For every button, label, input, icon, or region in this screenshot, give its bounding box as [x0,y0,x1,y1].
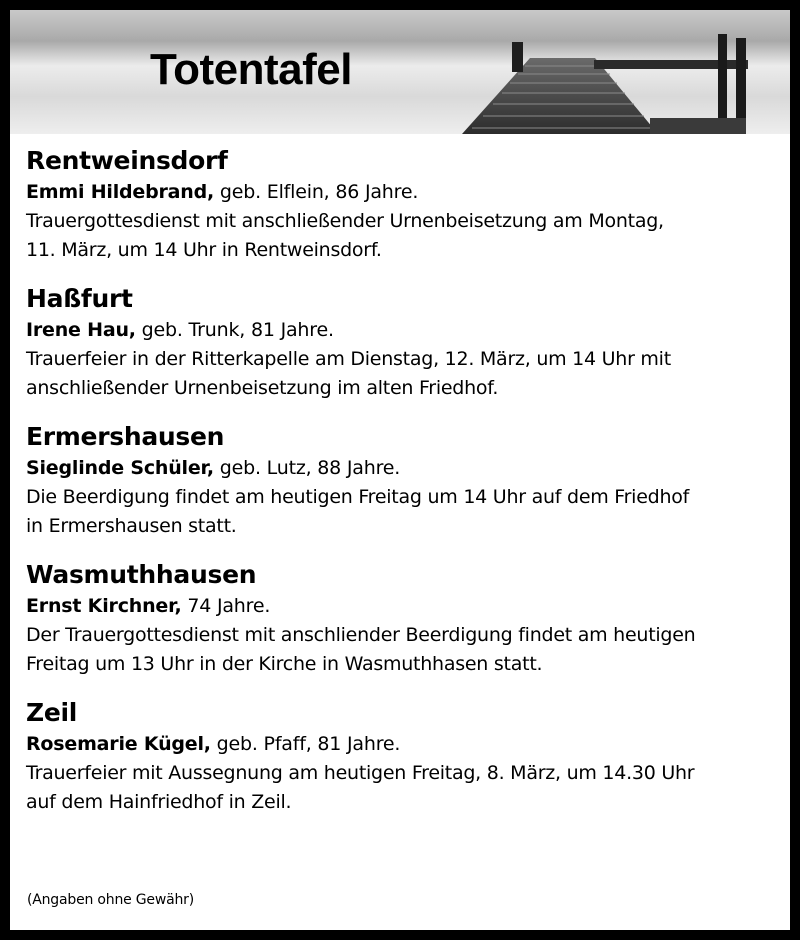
jetty-on-lake-photo-icon [10,10,790,134]
deceased-name: Emmi Hildebrand, [26,181,215,203]
town-heading: Zeil [26,698,78,727]
deceased-line [26,592,790,621]
page-title: Totentafel [150,45,352,94]
deceased-line [26,178,790,207]
deceased-line [26,730,790,759]
deceased-name: Rosemarie Kügel, [26,733,211,755]
service-line: Trauergottesdienst mit anschließender Urnenbeisetzung am Montag, [26,210,664,232]
service-line: in Ermershausen statt. [26,515,237,537]
deceased-info: geb. Pfaff, 81 Jahre. [216,733,401,755]
deceased-info: 74 Jahre. [187,595,271,617]
service-line: auf dem Hainfriedhof in Zeil. [26,791,292,813]
list-item [26,696,790,817]
deceased-info: geb. Trunk, 81 Jahre. [141,319,334,341]
deceased-name: Sieglinde Schüler, [26,457,214,479]
disclaimer-note: (Angaben ohne Gewähr) [27,892,194,908]
town-heading: Ermershausen [26,422,225,451]
service-line: 11. März, um 14 Uhr in Rentweinsdorf. [26,239,382,261]
deceased-info: geb. Lutz, 88 Jahre. [219,457,401,479]
town-heading: Wasmuthhausen [26,560,257,589]
service-line: Trauerfeier in der Ritterkapelle am Dienstag, 12. März, um 14 Uhr mit [26,348,671,370]
deceased-name: Irene Hau, [26,319,136,341]
town-heading: Haßfurt [26,284,133,313]
list-item [26,282,790,403]
deceased-line [26,316,790,345]
list-item [26,420,790,541]
deceased-line [26,454,790,483]
obituary-list [10,134,790,817]
service-line: anschließender Urnenbeisetzung im alten Friedhof. [26,377,499,399]
service-line: Trauerfeier mit Aussegnung am heutigen Freitag, 8. März, um 14.30 Uhr [26,762,695,784]
deceased-name: Ernst Kirchner, [26,595,182,617]
service-line: Freitag um 13 Uhr in der Kirche in Wasmuthhasen statt. [26,653,543,675]
service-line: Die Beerdigung findet am heutigen Freitag um 14 Uhr auf dem Friedhof [26,486,690,508]
town-heading: Rentweinsdorf [26,146,228,175]
header-banner [10,10,790,134]
service-line: Der Trauergottesdienst mit anschliender Beerdigung findet am heutigen [26,624,696,646]
list-item [26,144,790,265]
deceased-info: geb. Elflein, 86 Jahre. [219,181,419,203]
list-item [26,558,790,679]
